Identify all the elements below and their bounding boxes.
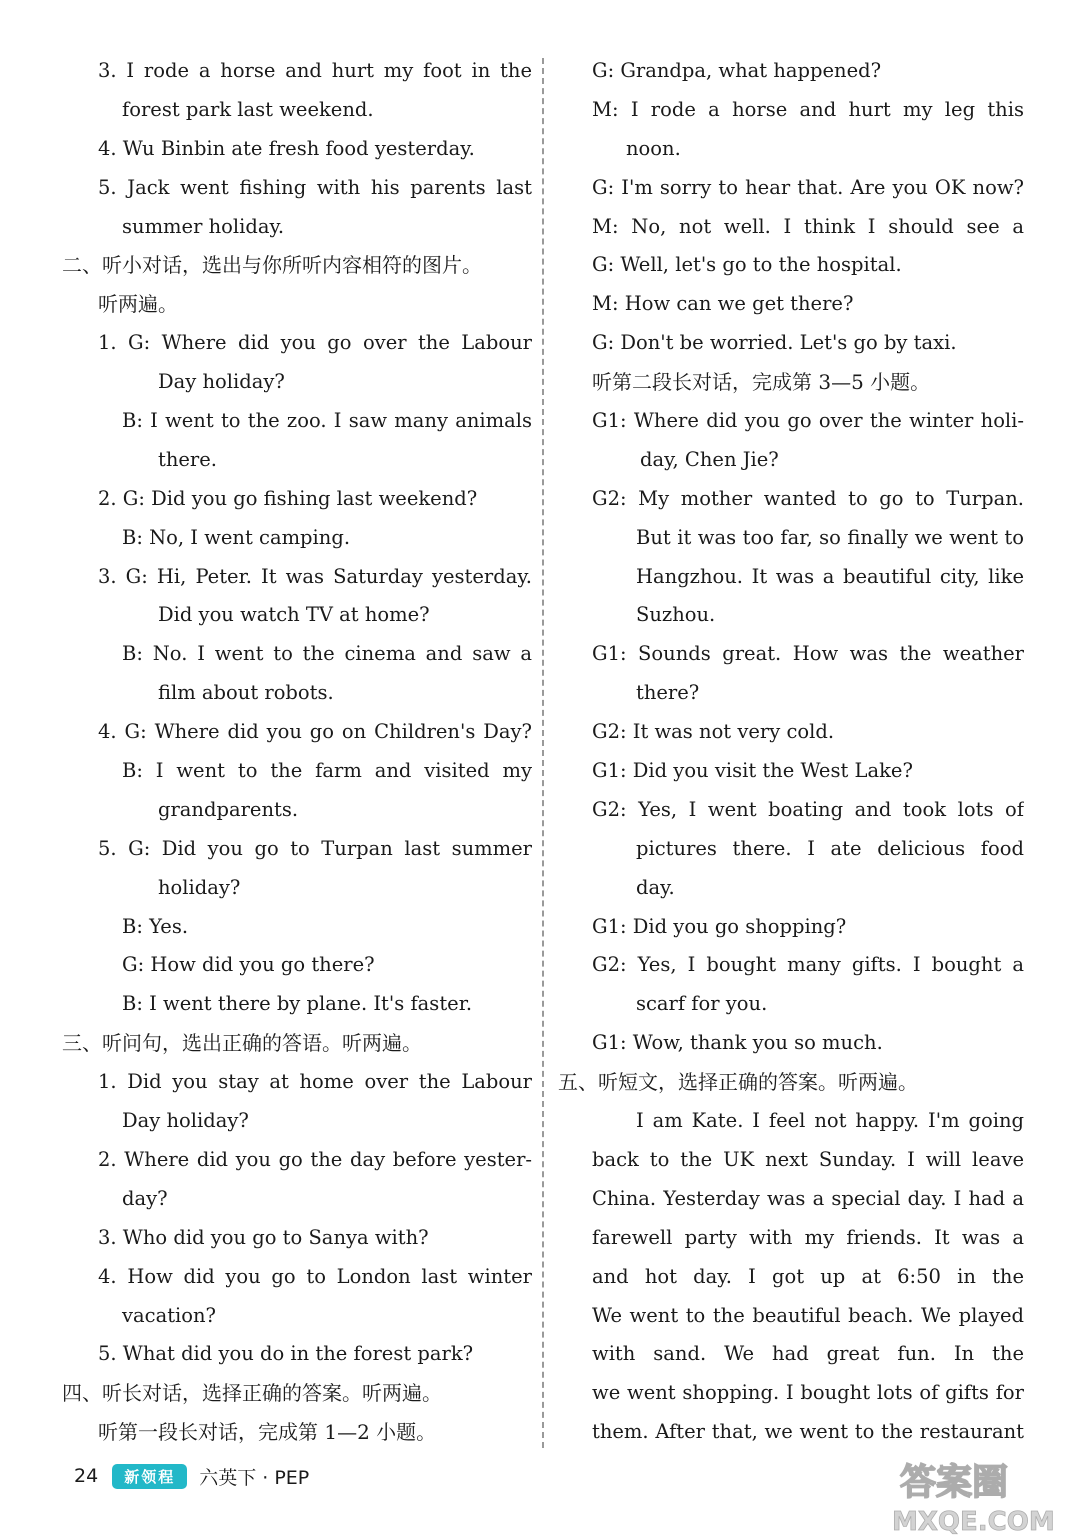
text-line: forest park last weekend. <box>122 97 374 121</box>
text-line: 1. G: Where did you go over the Labour <box>98 331 532 355</box>
text-line: them. After that, we went to the restaurant <box>592 1420 1024 1444</box>
text-line: Suzhou. <box>636 603 716 627</box>
text-line: scarf for you. <box>636 992 768 1016</box>
grade-label: 六英下 · PEP <box>199 1466 310 1489</box>
text-line: B: I went to the farm and visited my <box>122 759 532 783</box>
page-number: 24 <box>74 1465 99 1487</box>
section-heading: 三、听问句，选出正确的答语。听两遍。 <box>62 1031 422 1056</box>
text-line: M: I rode a horse and hurt my leg this <box>592 97 1024 121</box>
text-line: B: Yes. <box>122 914 189 938</box>
text-line: 4. How did you go to London last winter <box>98 1264 532 1288</box>
text-line: G: Well, let's go to the hospital. <box>592 253 902 277</box>
text-line: B: No. I went to the cinema and saw a <box>122 642 532 666</box>
text-line: 3. I rode a horse and hurt my foot in the <box>98 59 532 82</box>
text-line: 4. G: Where did you go on Children's Day? <box>98 720 532 744</box>
text-line: G: Don't be worried. Let's go by taxi. <box>592 331 957 355</box>
text-line: 4. Wu Binbin ate fresh food yesterday. <box>98 136 475 160</box>
text-line: B: I went there by plane. It's faster. <box>122 992 473 1016</box>
text-line: I am Kate. I feel not happy. I'm going <box>636 1109 1024 1133</box>
text-line: Day holiday? <box>122 1109 249 1133</box>
text-line: G1: Did you visit the West Lake? <box>592 759 913 783</box>
text-line: G1: Sounds great. How was the weather <box>592 642 1024 666</box>
text-line: film about robots. <box>158 681 334 705</box>
text-line: with sand. We had great fun. In the <box>592 1342 1024 1366</box>
text-line: G2: Yes, I bought many gifts. I bought a <box>592 953 1024 977</box>
text-line: we went shopping. I bought lots of gifts for <box>592 1381 1024 1405</box>
watermark-logo <box>880 1450 1070 1536</box>
section-heading: 四、听长对话，选择正确的答案。听两遍。 <box>62 1381 442 1406</box>
text-line: 3. G: Hi, Peter. It was Saturday yesterday. <box>98 564 532 588</box>
text-line: Hangzhou. It was a beautiful city, like <box>636 564 1024 588</box>
text-line: 2. G: Did you go fishing last weekend? <box>98 486 478 510</box>
text-line: day? <box>122 1186 168 1210</box>
section-heading: 听两遍。 <box>98 292 178 317</box>
text-line: M: No, not well. I think I should see a <box>592 214 1024 238</box>
text-line: G2: It was not very cold. <box>592 720 835 744</box>
text-line: We went to the beautiful beach. We played <box>592 1303 1024 1327</box>
text-line: 5. G: Did you go to Turpan last summer <box>98 836 532 860</box>
text-line: G: How did you go there? <box>122 953 375 977</box>
text-line: G2: Yes, I went boating and took lots of <box>592 797 1024 821</box>
text-line: M: How can we get there? <box>592 292 854 316</box>
text-line: summer holiday. <box>122 214 285 238</box>
text-line: 5. Jack went fishing with his parents last <box>98 175 532 199</box>
text-line: B: No, I went camping. <box>122 525 351 549</box>
text-line: farewell party with my friends. It was a <box>592 1225 1024 1249</box>
watermark-top-text: 答案圈 <box>900 1462 1009 1503</box>
text-line: grandparents. <box>158 797 299 821</box>
left-column <box>62 52 532 1452</box>
text-line: 3. Who did you go to Sanya with? <box>98 1225 429 1249</box>
text-line: there? <box>636 681 700 705</box>
page-footer <box>74 1460 309 1492</box>
text-line: Did you watch TV at home? <box>158 603 430 627</box>
text-line: Day holiday? <box>158 370 285 394</box>
text-line: noon. <box>626 136 681 160</box>
text-line: day, Chen Jie? <box>640 447 779 471</box>
text-line: China. Yesterday was a special day. I had a <box>592 1186 1024 1210</box>
section-subheading: 听第二段长对话，完成第 3—5 小题。 <box>592 370 931 395</box>
watermark-bottom-text: MXQE.COM <box>892 1507 1055 1536</box>
text-line: back to the UK next Sunday. I will leave <box>592 1147 1024 1171</box>
brand-logo: 新领程 <box>112 1464 187 1489</box>
right-column <box>558 52 1024 1452</box>
text-line: B: I went to the zoo. I saw many animals <box>122 409 532 433</box>
text-line: But it was too far, so finally we went to <box>636 525 1024 549</box>
text-line: and hot day. I got up at 6:50 in the <box>592 1264 1024 1288</box>
text-line: pictures there. I ate delicious food <box>636 836 1024 860</box>
text-line: G1: Did you go shopping? <box>592 914 847 938</box>
text-line: holiday? <box>158 875 241 899</box>
section-heading: 五、听短文，选择正确的答案。听两遍。 <box>558 1070 918 1095</box>
section-subheading: 听第一段长对话，完成第 1—2 小题。 <box>98 1420 437 1445</box>
text-line: there. <box>158 447 217 471</box>
text-line: 1. Did you stay at home over the Labour <box>98 1070 532 1094</box>
text-line: G: Grandpa, what happened? <box>592 59 882 82</box>
text-line: G1: Wow, thank you so much. <box>592 1031 883 1055</box>
text-line: G: I'm sorry to hear that. Are you OK now? <box>592 175 1024 199</box>
text-line: G2: My mother wanted to go to Turpan. <box>592 486 1024 510</box>
text-line: G1: Where did you go over the winter holi- <box>592 409 1024 433</box>
text-line: 5. What did you do in the forest park? <box>98 1342 474 1366</box>
text-line: day. <box>636 875 675 899</box>
column-divider <box>542 58 544 1448</box>
section-heading: 二、听小对话，选出与你所听内容相符的图片。 <box>62 253 482 278</box>
text-line: 2. Where did you go the day before yester- <box>98 1147 532 1171</box>
text-line: vacation? <box>122 1303 217 1327</box>
